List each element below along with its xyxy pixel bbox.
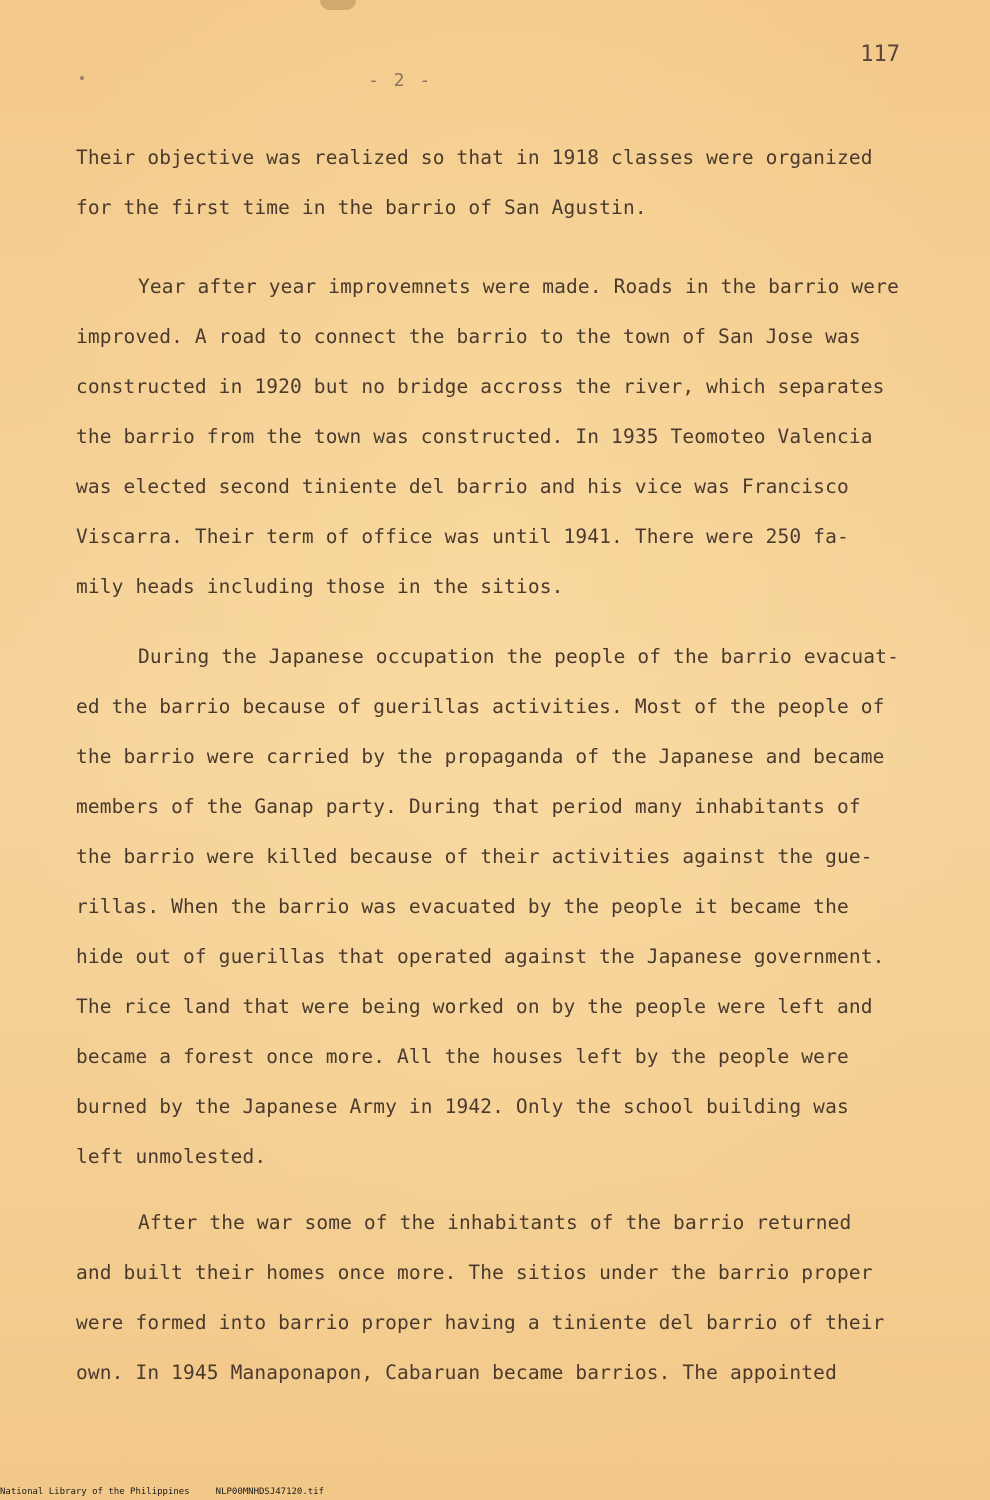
paper-smudge [320, 0, 356, 10]
footer-file: NLP00MNHDSJ47120.tif [215, 1487, 325, 1497]
text-line: rillas. When the barrio was evacuated by the people it became the [76, 895, 849, 918]
text-line: During the Japanese occupation the people of the barrio evacuat- [138, 645, 899, 668]
text-line: The rice land that were being worked on by the people were left and [76, 995, 873, 1018]
paragraph-3 [76, 632, 946, 1182]
text-line: the barrio were carried by the propaganda of the Japanese and became [76, 745, 885, 768]
text-line: ed the barrio because of guerillas activities. Most of the people of [76, 695, 885, 718]
text-line: constructed in 1920 but no bridge accross the river, which separates [76, 375, 885, 398]
text-line: hide out of guerillas that operated against the Japanese government. [76, 945, 885, 968]
text-line: became a forest once more. All the houses left by the people were [76, 1045, 849, 1068]
text-line: for the first time in the barrio of San Agustin. [76, 196, 647, 219]
text-line: the barrio were killed because of their activities against the gue- [76, 845, 873, 868]
paragraph-4 [76, 1198, 946, 1398]
text-line: mily heads including those in the sitios. [76, 575, 564, 598]
text-line: members of the Ganap party. During that period many inhabitants of [76, 795, 861, 818]
text-line: Viscarra. Their term of office was until 1941. There were 250 fa- [76, 525, 849, 548]
text-line: and built their homes once more. The sitios under the barrio proper [76, 1261, 873, 1284]
footer-library: National Library of the Philippines [0, 1487, 190, 1497]
paper-speck [80, 76, 84, 80]
text-line: burned by the Japanese Army in 1942. Only the school building was [76, 1095, 849, 1118]
text-line: left unmolested. [76, 1145, 267, 1168]
text-line: the barrio from the town was constructed. In 1935 Teomoteo Valencia [76, 425, 873, 448]
text-line: improved. A road to connect the barrio to the town of San Jose was [76, 325, 861, 348]
paragraph-2 [76, 262, 946, 612]
paragraph-1 [76, 133, 946, 233]
text-line: Year after year improvemnets were made. Roads in the barrio were [138, 275, 899, 298]
text-line: After the war some of the inhabitants of the barrio returned [138, 1211, 852, 1234]
text-line: was elected second tiniente del barrio and his vice was Francisco [76, 475, 849, 498]
text-line: own. In 1945 Manaponapon, Cabaruan became barrios. The appointed [76, 1361, 837, 1384]
scan-footer [0, 1487, 350, 1497]
page-number: 117 [860, 42, 900, 67]
text-line: were formed into barrio proper having a tiniente del barrio of their [76, 1311, 885, 1334]
text-line: Their objective was realized so that in 1918 classes were organized [76, 146, 873, 169]
section-mark: - 2 - [368, 70, 433, 91]
